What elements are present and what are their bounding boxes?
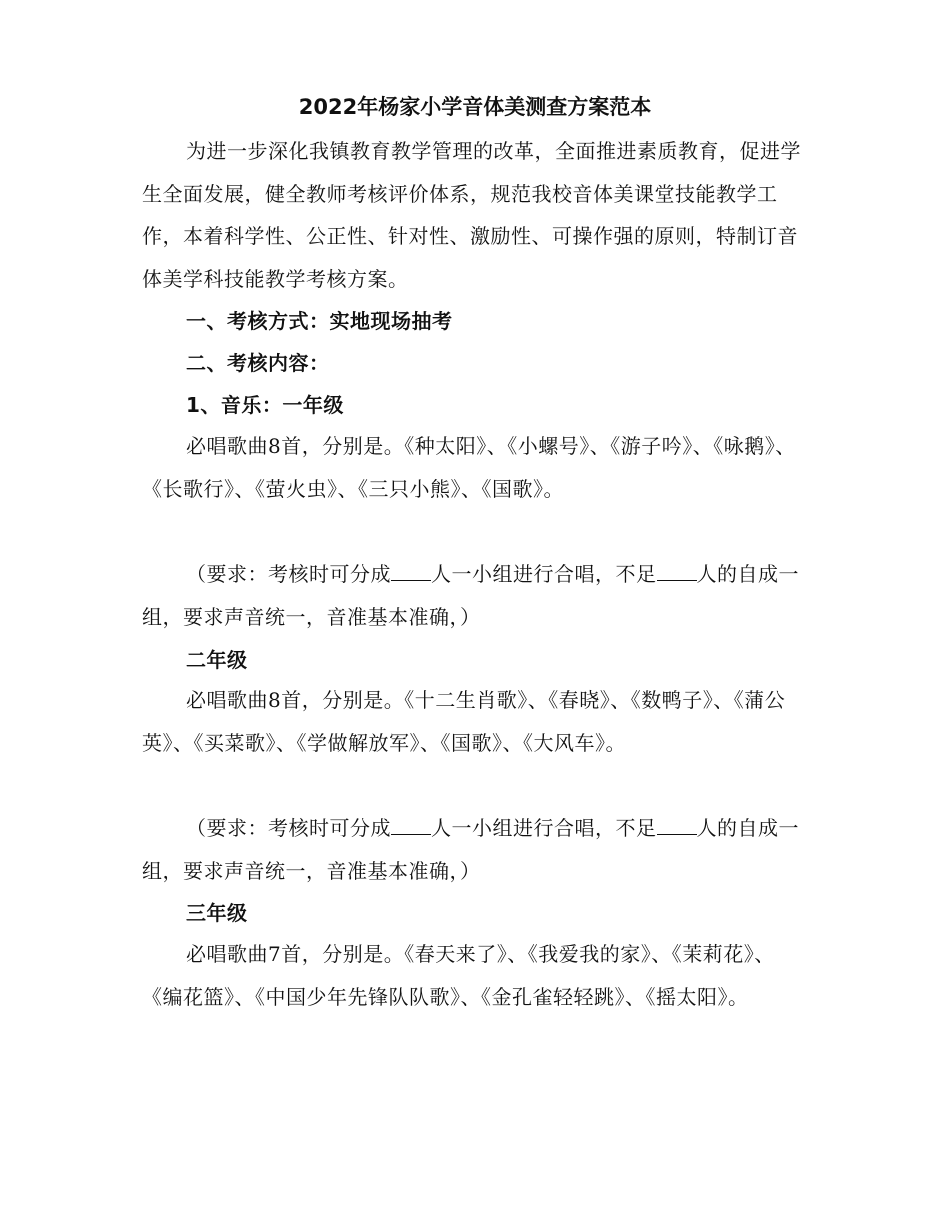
grade1-req-part-c: 人的自成一组，要求声音统一，音准基本准确，） — [142, 562, 799, 629]
section-heading-method: 一、考核方式：实地现场抽考 — [186, 309, 453, 333]
section-heading-content: 二、考核内容： — [186, 351, 330, 375]
blank-line — [391, 562, 431, 581]
grade3-heading: 三年级 — [186, 901, 248, 925]
music-grade1-heading: 1、音乐：一年级 — [186, 393, 344, 417]
grade2-req-part-b: 人一小组进行合唱，不足 — [431, 816, 657, 840]
grade2-requirement-paragraph — [142, 807, 802, 892]
grade1-req-part-a: （要求：考核时可分成 — [186, 562, 391, 586]
blank-line — [391, 816, 431, 835]
grade1-songs-paragraph: 必唱歌曲8首，分别是。《种太阳》、《小螺号》、《游子吟》、《咏鹅》、《长歌行》、《萤火虫》、《三只小熊》、《国歌》。 — [142, 434, 796, 501]
grade2-req-part-c: 人的自成一组，要求声音统一，音准基本准确，） — [142, 816, 799, 883]
blank-line — [657, 562, 697, 581]
grade3-songs-paragraph: 必唱歌曲7首，分别是。《春天来了》、《我爱我的家》、《茉莉花》、《编花篮》、《中国少年先锋队队歌》、《金孔雀轻轻跳》、《摇太阳》。 — [142, 942, 775, 1009]
grade1-req-part-b: 人一小组进行合唱，不足 — [431, 562, 657, 586]
grade2-heading: 二年级 — [186, 648, 248, 672]
grade1-requirement-paragraph — [142, 553, 802, 638]
grade2-songs-paragraph: 必唱歌曲8首，分别是。《十二生肖歌》、《春晓》、《数鸭子》、《蒲公英》、《买菜歌》、《学做解放军》、《国歌》、《大风车》。 — [142, 688, 786, 755]
document-title: 2022年杨家小学音体美测查方案范本 — [298, 95, 652, 119]
intro-paragraph: 为进一步深化我镇教育教学管理的改革，全面推进素质教育，促进学生全面发展，健全教师考核评价体系，规范我校音体美课堂技能教学工作，本着科学性、公正性、针对性、激励性、可操作强的原则，特制订音体美学科技能教学考核方案。 — [142, 139, 801, 291]
blank-line — [657, 816, 697, 835]
grade2-req-part-a: （要求：考核时可分成 — [186, 816, 391, 840]
